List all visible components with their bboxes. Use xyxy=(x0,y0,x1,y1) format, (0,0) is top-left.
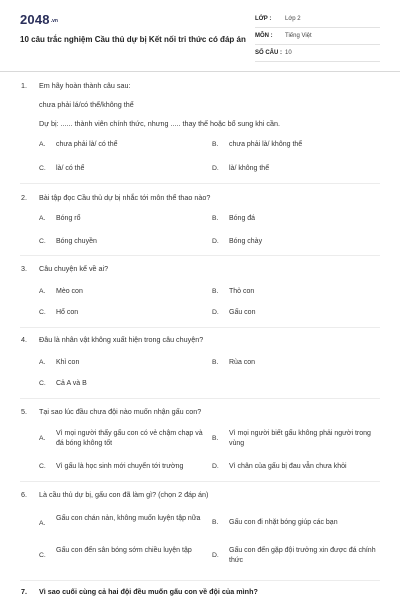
question-line: chưa phải lá/có thể/không thể xyxy=(39,100,134,109)
meta-key: MÔN : xyxy=(255,33,273,39)
question-separator xyxy=(20,327,380,328)
question-number: 5. xyxy=(21,407,27,416)
question-line: Dự bị: ...... thành viên chính thức, nhưng ..... thay thế hoặc bổ sung khi cần. xyxy=(39,119,280,128)
question-number: 2. xyxy=(21,193,27,202)
question-text: Là cầu thủ dự bị, gấu con đã làm gì? (chọn 2 đáp án) xyxy=(39,490,209,499)
question-number: 3. xyxy=(21,264,27,273)
question-text: Bài tập đọc Cầu thủ dự bị nhắc tới môn thể thao nào? xyxy=(39,193,211,202)
meta-row-subject xyxy=(255,30,380,45)
question-separator xyxy=(20,481,380,482)
question-number: 4. xyxy=(21,335,27,344)
question-number: 1. xyxy=(21,81,27,90)
question-text: Vì sao cuối cùng cả hai đội đều muốn gấu con về đội của mình? xyxy=(39,587,258,596)
meta-key: LỚP : xyxy=(255,16,272,22)
site-logo[interactable] xyxy=(20,12,58,27)
question-number: 6. xyxy=(21,490,27,499)
logo-main: 2048 xyxy=(20,12,50,27)
question-separator xyxy=(20,183,380,184)
question-text: Tại sao lúc đầu chưa đội nào muốn nhận gấu con? xyxy=(39,407,202,416)
question-text: Em hãy hoàn thành câu sau: xyxy=(39,81,131,90)
meta-info xyxy=(255,13,380,64)
meta-value: Lớp 2 xyxy=(285,16,301,22)
question-number: 7. xyxy=(21,587,27,596)
question-separator xyxy=(20,255,380,256)
document-title: 10 câu trắc nghiệm Cầu thủ dự bị Kết nối tri thức có đáp án xyxy=(20,35,246,44)
header-divider xyxy=(0,71,400,72)
document-header xyxy=(0,0,400,70)
meta-value: 10 xyxy=(285,50,292,56)
question-text: Đâu là nhân vật không xuất hiện trong câu chuyện? xyxy=(39,335,204,344)
meta-row-count xyxy=(255,47,380,62)
meta-key: SỐ CÂU : xyxy=(255,50,282,56)
question-text: Câu chuyện kể về ai? xyxy=(39,264,109,273)
meta-value: Tiếng Việt xyxy=(285,33,312,39)
question-separator xyxy=(20,398,380,399)
meta-row-grade xyxy=(255,13,380,28)
logo-suffix: .vn xyxy=(50,18,58,24)
question-separator xyxy=(20,580,380,581)
